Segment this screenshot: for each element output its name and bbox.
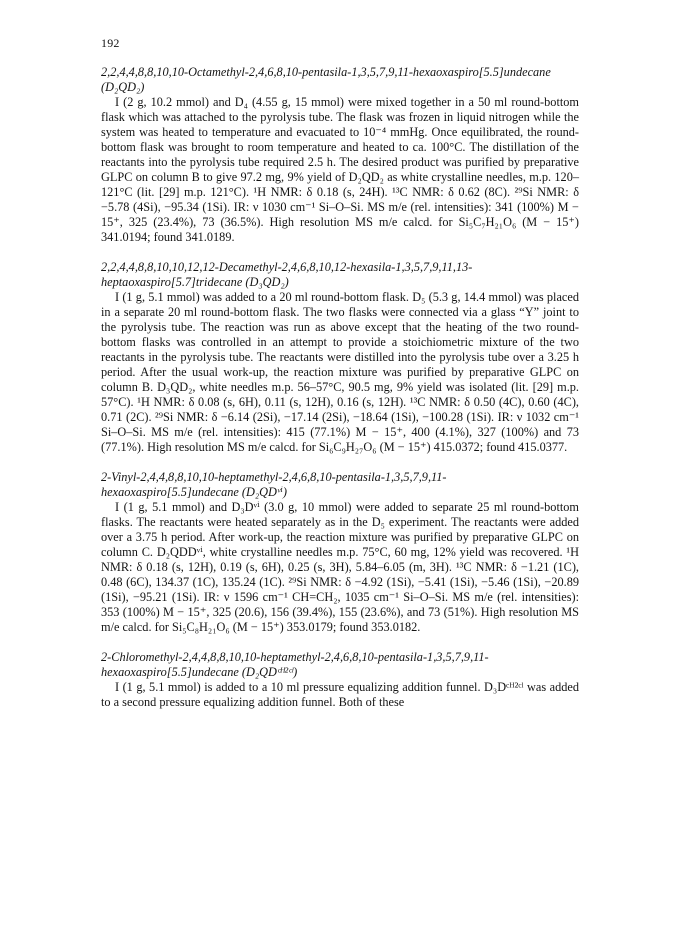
procedure-paragraph: I (2 g, 10.2 mmol) and D₄ (4.55 g, 15 mmol) were mixed together in a 50 ml round-bottom flask which was attached to the pyrolysis tube. The flask was frozen in liquid nitrogen while the system was heated to temperature and evacuated to 10⁻⁴ mmHg. Once equilibrated, the round-bottom flask was brought to room temperature and heated to ca. 100°C. The distillation of the reactants into the pyrolysis tube required 2.5 h. The desired product was purified by preparative GLPC on column B to give 97.2 mg, 9% yield of D₂QD₂ as white crystalline needles, m.p. 120–121°C (lit. [29] m.p. 121°C). ¹H NMR: δ 0.18 (s, 24H). ¹³C NMR: δ 0.62 (8C). ²⁹Si NMR: δ −5.78 (4Si), −95.34 (1Si). IR: ν 1030 cm⁻¹ Si–O–Si. MS m/e (rel. intensities): 341 (100%) M − 15⁺, 325 (23.4%), 73 (36.5%). High resolution MS m/e calcd. for Si₅C₇H₂₁O₆ (M − 15⁺) 341.0194; found 341.0189. bbox=[101, 95, 579, 244]
compound-heading: 2,2,4,4,8,8,10,10-Octamethyl-2,4,6,8,10-pentasila-1,3,5,7,9,11-hexaoxaspiro[5.5]undecane (D₂QD₂) bbox=[101, 65, 551, 94]
article-body bbox=[101, 65, 579, 710]
compound-heading: 2,2,4,4,8,8,10,10,12,12-Decamethyl-2,4,6,8,10,12-hexasila-1,3,5,7,9,11,13-heptaoxaspiro[5.7]tridecane (D₃QD₂) bbox=[101, 260, 473, 289]
compound-heading: 2-Vinyl-2,4,4,8,8,10,10-heptamethyl-2,4,6,8,10-pentasila-1,3,5,7,9,11-hexaoxaspiro[5.5]undecane (D₂QDᵛⁱ) bbox=[101, 470, 447, 499]
procedure-paragraph: I (1 g, 5.1 mmol) was added to a 20 ml round-bottom flask. D₅ (5.3 g, 14.4 mmol) was placed in a separate 20 ml round-bottom flask. The two flasks were connected via a glass “Y” joint to the pyrolysis tube. The reaction was run as above except that the heating of the two round-bottom flasks was controlled in an attempt to provide a stoichiometric mixture of the two reactants in the pyrolysis tube. The reactants were distilled into the pyrolysis tube over a 3.25 h period. After the usual work-up, the reaction mixture was purified by preparative GLPC on column B. D₃QD₂, white needles m.p. 56–57°C, 90.5 mg, 9% yield was isolated (lit. [29] m.p. 57°C). ¹H NMR: δ 0.08 (s, 6H), 0.11 (s, 12H), 0.16 (s, 12H). ¹³C NMR: δ 0.50 (4C), 0.60 (4C), 0.71 (2C). ²⁹Si NMR: δ −6.14 (2Si), −17.14 (2Si), −18.64 (1Si), −100.28 (1Si). IR: ν 1032 cm⁻¹ Si–O–Si. MS m/e (rel. intensities): 415 (77.1%) M − 15⁺, 400 (4.1%), 327 (100%) and 73 (77.1%). High resolution MS m/e calcd. for Si₆C₉H₂₇O₆ (M − 15⁺) 415.0372; found 415.0377. bbox=[101, 290, 579, 454]
procedure-section-d2qd2 bbox=[101, 65, 579, 245]
procedure-paragraph: I (1 g, 5.1 mmol) and D₃Dᵛⁱ (3.0 g, 10 mmol) were added to separate 25 ml round-bottom flasks. The reactants were heated separately as in the D₅ experiment. The reactants were added over a 3.75 h period. After work-up, the reaction mixture was purified by preparative GLPC on column C. D₂QDDᵛⁱ, white crystalline needles m.p. 75°C, 60 mg, 12% yield was recovered. ¹H NMR: δ 0.18 (s, 12H), 0.19 (s, 6H), 0.25 (s, 3H), 5.84–6.05 (m, 3H). ¹³C NMR: δ −1.21 (1C), 0.48 (6C), 134.37 (1C), 135.24 (1C). ²⁹Si NMR: δ −4.92 (1Si), −5.41 (1Si), −5.46 (1Si), −20.89 (1Si), −95.21 (1Si). IR: ν 1596 cm⁻¹ CH=CH₂, 1035 cm⁻¹ Si–O–Si. MS m/e (rel. intensities): 353 (100%) M − 15⁺, 325 (20.6), 156 (39.4%), 155 (23.6%), and 73 (51%). High resolution MS m/e calcd. for Si₅C₈H₂₁O₆ (M − 15⁺) 353.0179; found 353.0182. bbox=[101, 500, 579, 634]
procedure-section-vinyl bbox=[101, 470, 579, 635]
procedure-section-chloromethyl bbox=[101, 650, 579, 710]
procedure-paragraph: I (1 g, 5.1 mmol) is added to a 10 ml pressure equalizing addition funnel. D₃Dᶜᴴ²ᶜˡ was added to a second pressure equalizing addition funnel. Both of these bbox=[101, 680, 579, 709]
compound-heading: 2-Chloromethyl-2,4,4,8,8,10,10-heptamethyl-2,4,6,8,10-pentasila-1,3,5,7,9,11-hexaoxaspiro[5.5]undecane (D₂QDᶜᴴ²ᶜˡ) bbox=[101, 650, 489, 679]
procedure-section-d3qd2 bbox=[101, 260, 579, 455]
page-number: 192 bbox=[101, 36, 120, 50]
